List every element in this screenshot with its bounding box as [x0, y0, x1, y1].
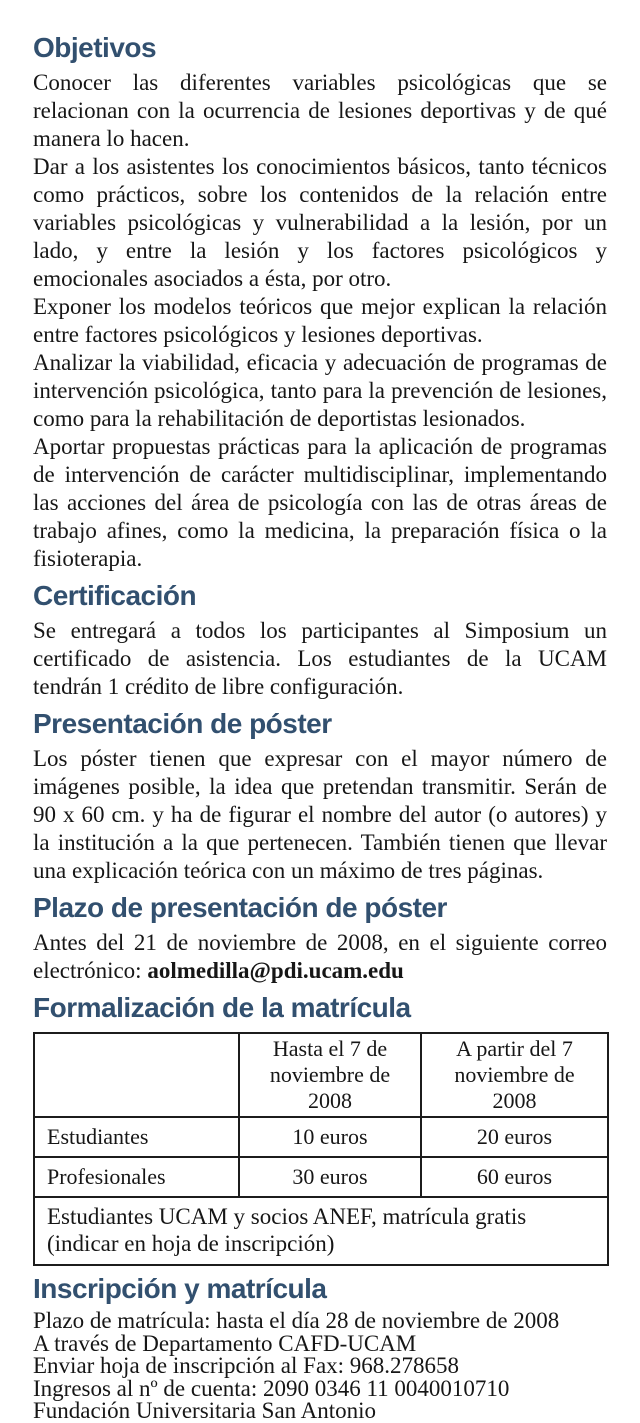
fees-table-corner-cell: [34, 1033, 239, 1117]
fees-table-header-late: A partir del 7 noviembre de 2008: [421, 1033, 608, 1117]
fees-cell-early: 30 euros: [239, 1157, 421, 1197]
objetivos-paragraph-2: Dar a los asistentes los conocimientos básicos, tanto técnicos como prácticos, sobre los contenidos de la relación entre variables psicológicas y vulnerabilidad a la lesión, por un lado, y entre la lesión y los factores psicológicos y emocionales asociados a ésta, por otro.: [33, 154, 607, 291]
contact-email: aolmedilla@pdi.ucam.edu: [147, 958, 404, 983]
fees-table-note-cell: [34, 1197, 608, 1265]
section-heading-inscripcion: Inscripción y matrícula: [33, 1273, 327, 1304]
fees-table-header-row: [34, 1033, 608, 1117]
inscripcion-line-foundation: Fundación Universitaria San Antonio: [33, 1398, 377, 1423]
presentacion-poster-paragraph: Los póster tienen que expresar con el mayor número de imágenes posible, la idea que pretendan transmitir. Serán de 90 x 60 cm. y ha de figurar el nombre del autor (o autores) y la institución a la que pertenecen. También tienen que llevar una explicación teórica con un máximo de tres páginas.: [33, 746, 607, 883]
section-heading-formalizacion: Formalización de la matrícula: [33, 992, 411, 1023]
fees-note-line-2: (indicar en hoja de inscripción): [47, 1231, 335, 1256]
objetivos-paragraph-1: Conocer las diferentes variables psicológicas que se relacionan con la ocurrencia de lesiones deportivas y de qué manera lo hacen.: [33, 70, 607, 151]
fees-cell-late: 20 euros: [421, 1117, 608, 1157]
inscripcion-line-deadline: Plazo de matrícula: hasta el día 28 de noviembre de 2008: [33, 1308, 560, 1333]
fees-row-label: Profesionales: [34, 1157, 239, 1197]
section-heading-presentacion-poster: Presentación de póster: [33, 708, 332, 739]
certificacion-paragraph: Se entregará a todos los participantes al Simposium un certificado de asistencia. Los estudiantes de la UCAM tendrán 1 crédito de libre configuración.: [33, 618, 607, 699]
fees-table: [33, 1032, 609, 1266]
fees-row-label: Estudiantes: [34, 1117, 239, 1157]
fees-table-note-row: [34, 1197, 608, 1265]
fees-cell-early: 10 euros: [239, 1117, 421, 1157]
section-heading-certificacion: Certificación: [33, 580, 197, 611]
inscripcion-line-fax: Enviar hoja de inscripción al Fax: 968.278658: [33, 1353, 460, 1378]
section-heading-plazo-poster: Plazo de presentación de póster: [33, 892, 447, 923]
objetivos-paragraph-5: Aportar propuestas prácticas para la aplicación de programas de intervención de carácter multidisciplinar, implementando las acciones del área de psicología con las de otras áreas de trabajo afines, como la medicina, la preparación física o la fisioterapia.: [33, 434, 607, 571]
inscripcion-details: [33, 1310, 607, 1423]
fees-cell-late: 60 euros: [421, 1157, 608, 1197]
objetivos-paragraph-4: Analizar la viabilidad, eficacia y adecuación de programas de intervención psicológica, tanto para la prevención de lesiones, como para la rehabilitación de deportistas lesionados.: [33, 350, 607, 431]
table-row-profesionales: [34, 1157, 608, 1197]
fees-table-header-early: Hasta el 7 de noviembre de 2008: [239, 1033, 421, 1117]
plazo-poster-intro-text: Antes del 21 de noviembre de 2008, en el siguiente correo electrónico:: [33, 930, 607, 983]
fees-note-line-1: Estudiantes UCAM y socios ANEF, matrícula gratis: [47, 1204, 527, 1229]
inscripcion-line-account: Ingresos al nº de cuenta: 2090 0346 11 0040010710: [33, 1375, 510, 1401]
section-heading-objetivos: Objetivos: [33, 32, 157, 63]
plazo-poster-paragraph: [33, 929, 607, 985]
table-row-estudiantes: [34, 1117, 608, 1157]
objetivos-paragraph-3: Exponer los modelos teóricos que mejor explican la relación entre factores psicológicos y lesiones deportivas.: [33, 294, 607, 347]
inscripcion-line-department: A través de Departamento CAFD-UCAM: [33, 1330, 417, 1356]
